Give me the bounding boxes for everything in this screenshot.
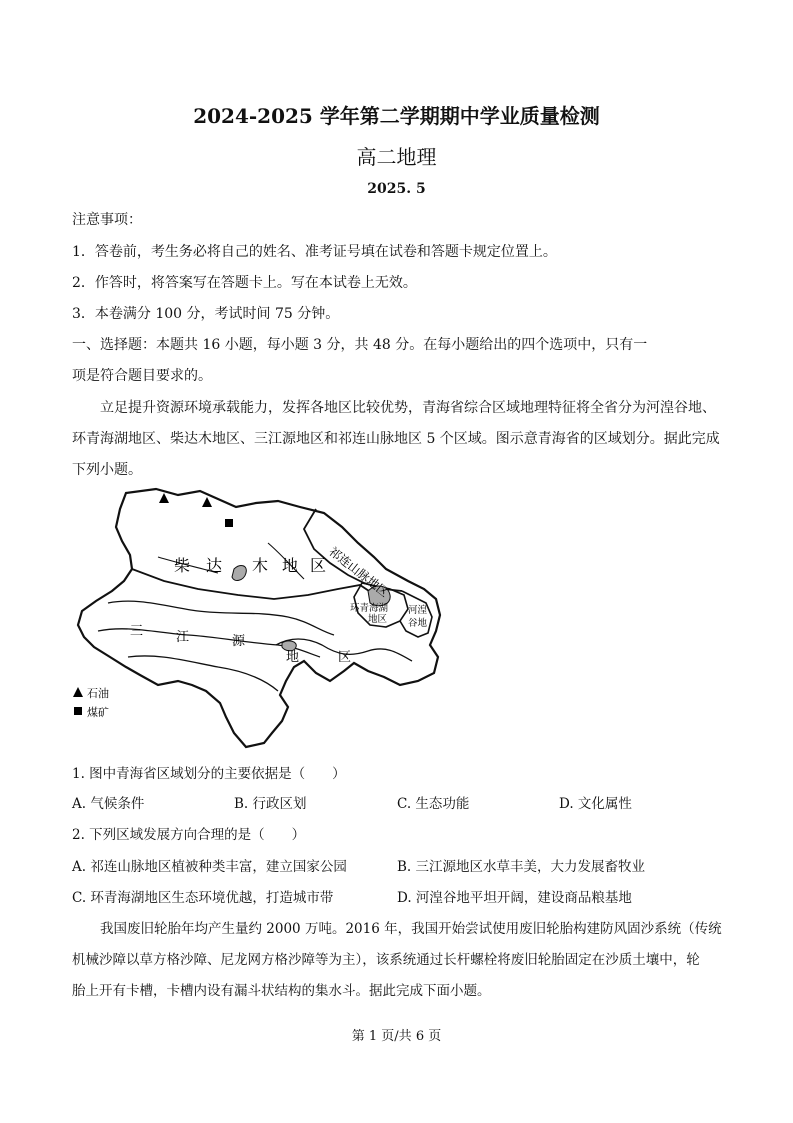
question-2-option-d: D. 河湟谷地平坦开阔，建设商品粮基地 (397, 890, 632, 906)
question-2-option-a: A. 祁连山脉地区植被种类丰富，建立国家公园 (72, 859, 347, 875)
label-chaidamu-2: 达 (206, 556, 223, 575)
exam-date: 2025. 5 (367, 181, 426, 197)
question-1-option-c: C. 生态功能 (397, 796, 470, 812)
label-chaidamu-1: 柴 (174, 556, 191, 575)
page-footer: 第 1 页/共 6 页 (351, 1029, 442, 1044)
legend-oil-label: 石油 (87, 687, 109, 700)
legend-coal-icon (74, 707, 82, 715)
question-2-stem: 2. 下列区域发展方向合理的是（ ） (72, 827, 306, 843)
notice-item-2: 2．作答时，将答案写在答题卡上。写在本试卷上无效。 (72, 275, 417, 291)
oil-marker-2 (202, 497, 212, 507)
passage2-line-1: 我国废旧轮胎年均产生量约 2000 万吨。2016 年，我国开始尝试使用废旧轮胎构建防风固沙系统（传统 (100, 921, 722, 937)
passage2-line-2: 机械沙障以草方格沙障、尼龙网方格沙障等为主），该系统通过长杆螺栓将废旧轮胎固定在沙质土壤中，轮 (72, 952, 700, 968)
passage2-line-3: 胎上开有卡槽，卡槽内设有漏斗状结构的集水斗。据此完成下面小题。 (72, 983, 491, 999)
question-2-option-b: B. 三江源地区水草丰美，大力发展畜牧业 (397, 859, 646, 875)
question-1-option-d: D. 文化属性 (559, 796, 632, 812)
passage1-line-2: 环青海湖地区、柴达木地区、三江源地区和祁连山脉地区 5 个区域。图示意青海省的区域划分。据此完成 (72, 431, 720, 447)
label-sanjiangyuan-4: 地 (286, 650, 300, 665)
qinghai-region-map (68, 485, 448, 753)
passage1-line-1: 立足提升资源环境承载能力，发挥各地区比较优势，青海省综合区域地理特征将全省分为河湟谷地、 (100, 400, 716, 416)
legend-oil-icon (73, 687, 83, 697)
oil-marker-1 (159, 493, 169, 503)
notice-heading: 注意事项： (72, 212, 142, 228)
label-chaidamu-4: 地 (282, 556, 299, 575)
coal-marker (225, 519, 233, 527)
label-huanqinghai-1: 环青海湖 (350, 603, 389, 614)
label-chaidamu-5: 区 (310, 556, 327, 575)
label-hehuang-2: 谷地 (408, 618, 428, 629)
notice-item-1: 1．答卷前，考生务必将自己的姓名、准考证号填在试卷和答题卡规定位置上。 (72, 244, 557, 260)
passage1-line-3: 下列小题。 (72, 462, 142, 478)
label-hehuang-1: 河湟 (408, 605, 428, 616)
legend-coal-label: 煤矿 (87, 706, 109, 719)
section-instruction-line-1: 一、选择题：本题共 16 小题，每小题 3 分，共 48 分。在每小题给出的四个选项中，只有一 (72, 337, 648, 353)
label-sanjiangyuan-1: 三 (130, 624, 144, 639)
exam-subject: 高二地理 (356, 145, 437, 169)
exam-title: 2024-2025 学年第二学期期中学业质量检测 (193, 104, 600, 128)
notice-item-3: 3．本卷满分 100 分，考试时间 75 分钟。 (72, 306, 340, 322)
label-sanjiangyuan-3: 源 (232, 634, 246, 649)
label-sanjiangyuan-2: 江 (176, 630, 190, 645)
label-huanqinghai-2: 地区 (368, 614, 388, 625)
label-sanjiangyuan-5: 区 (338, 650, 352, 665)
question-1-option-b: B. 行政区划 (234, 796, 307, 812)
question-2-option-c: C. 环青海湖地区生态环境优越，打造城市带 (72, 890, 334, 906)
label-chaidamu-3: 木 (252, 556, 269, 575)
question-1-option-a: A. 气候条件 (72, 796, 145, 812)
section-instruction-line-2: 项是符合题目要求的。 (72, 368, 212, 384)
question-1-stem: 1. 图中青海省区域划分的主要依据是（ ） (72, 766, 346, 782)
label-qilian: 祁连山脉地区 (326, 544, 392, 600)
